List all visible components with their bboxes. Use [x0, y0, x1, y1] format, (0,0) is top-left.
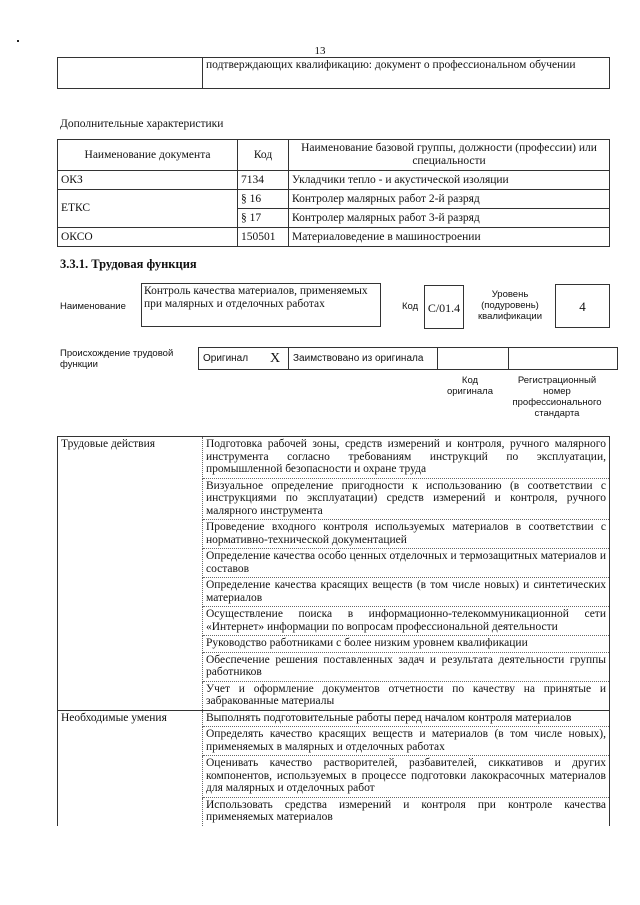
origin-original-label: Оригинал — [199, 348, 263, 370]
labor-function-table — [57, 436, 610, 826]
list-item: Руководство работниками с более низким уровнем квалификации — [203, 636, 610, 653]
header-doc-name: Наименование документа — [58, 140, 238, 171]
row-name: Материаловедение в машиностроении — [289, 228, 610, 247]
list-item: Использовать средства измерений и контроля при контроле качества применяемых материалов — [203, 797, 610, 826]
origin-mark: X — [262, 348, 289, 370]
list-item: Определение качества особо ценных отделочных и термозащитных материалов и составов — [203, 549, 610, 578]
list-item: Оценивать качество растворителей, разбавителей, сиккативов и других компонентов, используемых в процессе подготовки лакокрасочных материалов для малярных и отделочных работ — [203, 756, 610, 798]
row-doc: ОКСО — [58, 228, 238, 247]
list-item: Визуальное определение пригодности к использованию (в соответствии с инструкциями по эксплуатации) средств измерений и контроля, ручного малярного инструмента — [203, 478, 610, 520]
continuation-table — [57, 57, 610, 89]
origin-reg-caption: Регистрационный номер профессионального стандарта — [512, 375, 602, 419]
list-item: Определение качества красящих веществ (в том числе новых) и синтетических материалов — [203, 578, 610, 607]
origin-borrowed-label: Заимствовано из оригинала — [289, 348, 438, 370]
list-item: Подготовка рабочей зоны, средств измерений и контроля, ручного малярного инструмента согласно требованиям инструкций по эксплуатации, промышленной безопасности и охране труда — [203, 437, 610, 479]
list-item: Учет и оформление документов отчетности по качеству на принятые и забракованные материалы — [203, 681, 610, 710]
function-name-value: Контроль качества материалов, применяемых при малярных и отделочных работах — [141, 283, 381, 327]
function-name-label: Наименование — [60, 301, 126, 312]
row-name: Контролер малярных работ 2-й разряд — [289, 190, 610, 209]
list-item: Обеспечение решения поставленных задач и результата деятельности группы работников — [203, 652, 610, 681]
page-number: 13 — [314, 45, 326, 57]
list-item: Определять качество красящих веществ и материалов (в том числе новых), применяемых в малярных и отделочных работах — [203, 727, 610, 756]
origin-code-cell — [438, 348, 509, 370]
qualification-level-value: 4 — [555, 284, 610, 328]
row-code: 7134 — [238, 171, 289, 190]
row-doc: ЕТКС — [58, 190, 238, 228]
labor-function-heading: 3.3.1. Трудовая функция — [60, 257, 197, 271]
row-code: 150501 — [238, 228, 289, 247]
list-item: Проведение входного контроля используемых материалов в соответствии с нормативно-технической документацией — [203, 520, 610, 549]
row-doc: ОКЗ — [58, 171, 238, 190]
row-name: Контролер малярных работ 3-й разряд — [289, 209, 610, 228]
row-code: § 16 — [238, 190, 289, 209]
origin-code-caption: Код оригинала — [446, 375, 493, 397]
function-code-value: C/01.4 — [424, 285, 464, 329]
origin-reg-cell — [509, 348, 618, 370]
scan-dot — [17, 40, 19, 42]
additional-characteristics-table — [57, 139, 610, 247]
extra-characteristics-heading: Дополнительные характеристики — [60, 118, 224, 130]
function-origin-label: Происхождение трудовой функции — [60, 348, 174, 370]
table-row — [58, 228, 610, 247]
table-row — [58, 190, 610, 209]
continuation-empty-cell — [58, 58, 203, 89]
list-item: Осуществление поиска в информационно-телекоммуникационной сети «Интернет» информации по вопросам профессиональной деятельности — [203, 607, 610, 636]
required-skills-label: Необходимые умения — [58, 710, 203, 826]
continuation-text: подтверждающих квалификацию: документ о профессиональном обучении — [203, 58, 610, 89]
table-row — [58, 171, 610, 190]
row-code: § 17 — [238, 209, 289, 228]
labor-actions-label: Трудовые действия — [58, 437, 203, 711]
origin-table — [198, 347, 618, 370]
row-name: Укладчики тепло - и акустической изоляции — [289, 171, 610, 190]
list-item: Выполнять подготовительные работы перед началом контроля материалов — [203, 710, 610, 727]
header-code: Код — [238, 140, 289, 171]
function-code-label: Код — [402, 301, 419, 312]
header-group-name: Наименование базовой группы, должности (профессии) или специальности — [289, 140, 610, 171]
qualification-level-label: Уровень (подуровень) квалификации — [477, 289, 543, 322]
